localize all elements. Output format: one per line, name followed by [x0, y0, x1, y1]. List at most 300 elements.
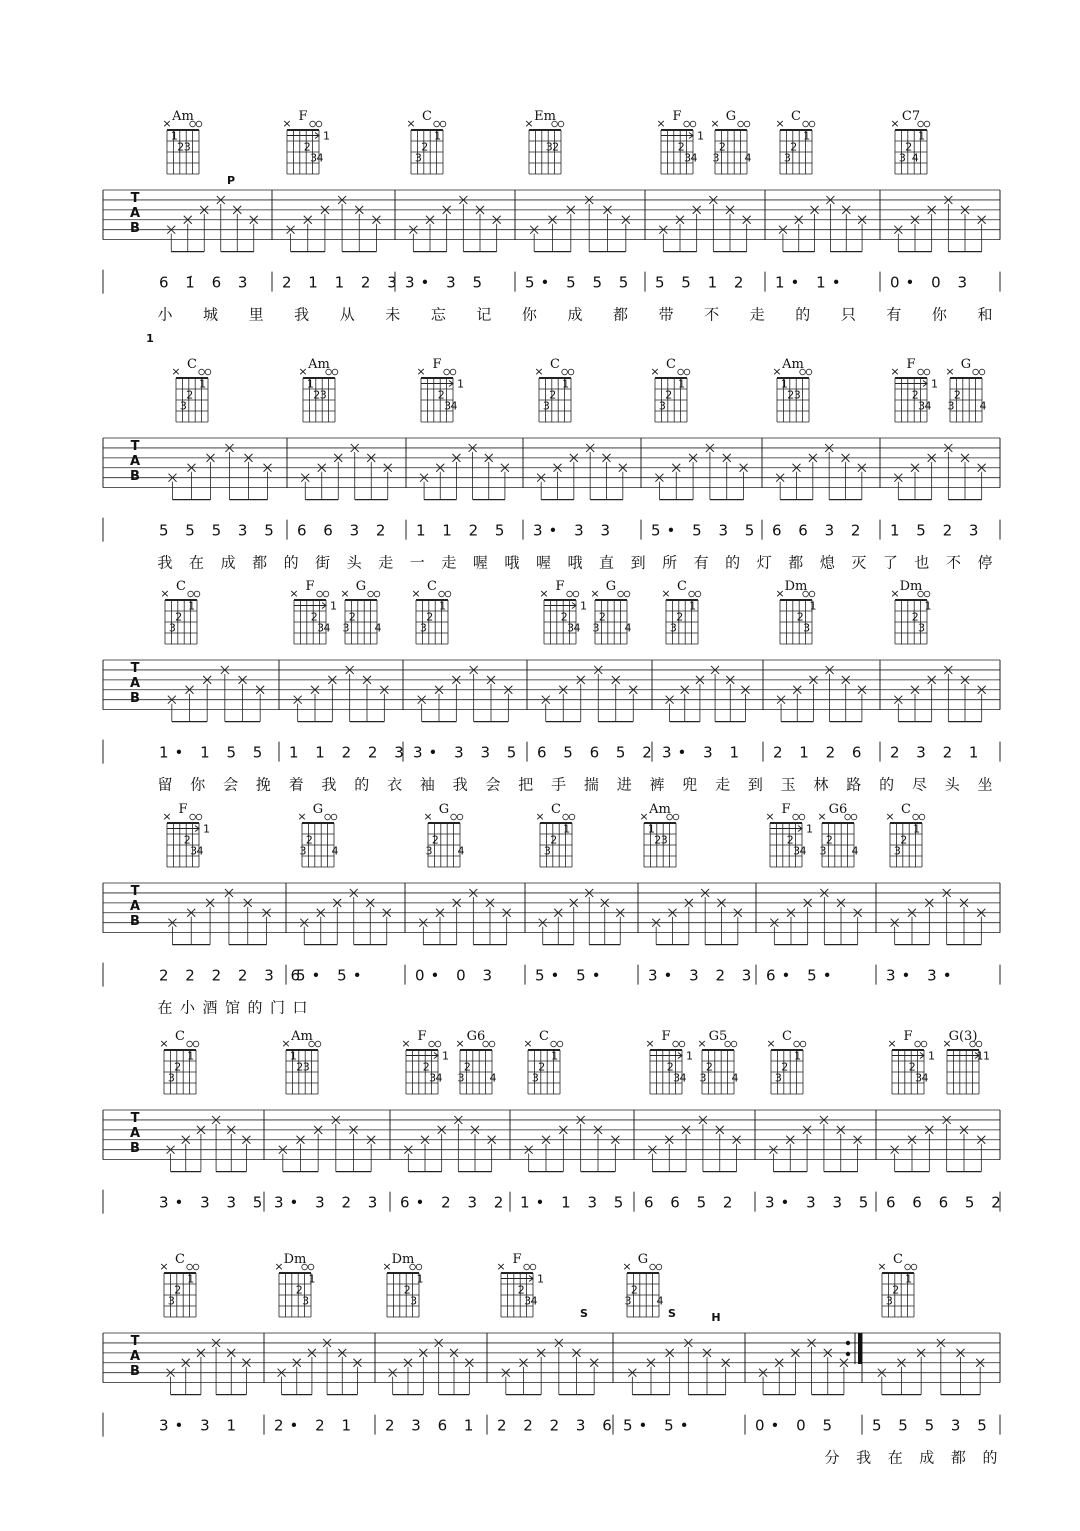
lyric-char: 成: [567, 305, 583, 324]
finger-label: 3: [543, 844, 551, 858]
numbered-measure: 5 5 1 2: [655, 273, 750, 292]
tab-letter: A: [129, 206, 141, 221]
lyric-char: 到: [747, 775, 763, 794]
tab-letter: B: [130, 691, 140, 706]
chord-name: F: [781, 802, 791, 817]
lyric-char: 坐: [977, 775, 993, 794]
finger-label: 2: [174, 1283, 182, 1297]
lyric-char: 一: [409, 553, 425, 572]
numbered-measure: 6 6 3 2: [772, 521, 867, 540]
finger-label: 2: [517, 1283, 525, 1297]
chord-diagram-c: [159, 1252, 198, 1317]
chord-diagram-g: [622, 1252, 663, 1317]
finger-label: 3: [457, 1071, 465, 1085]
mute-marker: ×: [775, 587, 785, 600]
lyric-char: 我: [856, 1448, 872, 1467]
mute-marker: ×: [171, 365, 181, 378]
chord-name: G: [605, 579, 617, 594]
chord-name: Dm: [899, 579, 923, 594]
finger-label: 1: [323, 129, 330, 143]
mute-marker: ×: [650, 365, 660, 378]
chord-name: G6: [828, 802, 848, 817]
finger-label: 4: [435, 1071, 443, 1085]
numbered-measure: 1 1 2 2 3: [289, 743, 410, 762]
technique-mark: H: [711, 1311, 721, 1324]
numbered-measure: 6• 2 3 2: [400, 1193, 510, 1212]
finger-label: 4: [799, 844, 807, 858]
finger-label: 1: [803, 129, 811, 143]
lyric-char: 都: [252, 553, 268, 572]
finger-label: 1: [689, 599, 697, 613]
chord-diagram-f: [401, 1029, 449, 1094]
chord-diagram-f: [539, 579, 587, 644]
lyric-char: 也: [914, 553, 930, 572]
lyric-char: 我: [294, 305, 310, 324]
finger-label: 2: [665, 388, 673, 402]
mute-marker: ×: [534, 365, 544, 378]
mute-marker: ×: [162, 117, 172, 130]
finger-label: 1: [442, 1049, 449, 1063]
mute-marker: ×: [289, 587, 299, 600]
mute-marker: ×: [765, 810, 775, 823]
chord-name: G: [438, 802, 450, 817]
finger-label: 2: [796, 610, 804, 624]
numbered-measure: 3• 3 1: [159, 1416, 243, 1435]
numbered-measure: 5• 5•: [623, 1416, 695, 1435]
finger-label: 3: [302, 1060, 310, 1074]
finger-label: 3: [302, 1294, 310, 1308]
tab-system-4: [103, 883, 1000, 1017]
finger-label: 3: [190, 844, 198, 858]
lyric-char: 有: [693, 553, 709, 572]
lyric-char: 了: [882, 553, 898, 572]
lyric-char: 城: [203, 305, 219, 324]
chord-diagram-g: [590, 579, 631, 644]
lyric-char: 小: [179, 998, 196, 1017]
chord-diagram-f: [416, 357, 464, 422]
finger-label: 2: [186, 388, 194, 402]
chord-name: C7: [901, 109, 921, 124]
lyric-char: 你: [190, 775, 206, 794]
lyric-char: 成: [919, 1448, 935, 1467]
lyric-char: 的: [247, 998, 263, 1017]
finger-label: 4: [331, 844, 339, 858]
numbered-measure: 5 5 5 3 5: [159, 521, 280, 540]
chord-name: Em: [534, 109, 556, 124]
finger-label: 3: [819, 844, 827, 858]
numbered-measure: 1• 1•: [775, 273, 847, 292]
finger-label: 3: [793, 388, 801, 402]
chord-name: Am: [782, 357, 804, 372]
chord-name: Am: [172, 109, 194, 124]
chord-name: G5: [708, 1029, 728, 1044]
lyric-char: 的: [795, 305, 811, 324]
technique-mark: P: [226, 174, 236, 187]
mute-marker: ×: [162, 810, 172, 823]
numbered-measure: 6 6 5 2: [644, 1193, 739, 1212]
chord-diagram-c: [535, 802, 574, 867]
finger-label: 2: [175, 610, 183, 624]
finger-label: 1: [806, 822, 813, 836]
mute-marker: ×: [817, 810, 827, 823]
mute-marker: ×: [661, 587, 671, 600]
lyric-char: 会: [485, 775, 501, 794]
chord-name: F: [305, 579, 315, 594]
numbered-measure: 5• 5•: [296, 966, 368, 985]
finger-label: 2: [786, 833, 794, 847]
lyric-char: 进: [616, 775, 632, 794]
lyric-char: 喔: [472, 553, 488, 572]
lyric-char: 我: [321, 775, 337, 794]
finger-label: 2: [348, 610, 356, 624]
numbered-measure: 5• 5 3 5: [651, 521, 761, 540]
numbered-measure: 3• 3 2 3: [274, 1193, 384, 1212]
lyric-char: 喔: [535, 553, 551, 572]
chord-diagram-c: [406, 109, 445, 174]
finger-label: 3: [918, 399, 926, 413]
lyric-char: 你: [931, 305, 947, 324]
lyric-char: 不: [704, 305, 720, 324]
finger-label: 3: [699, 1071, 707, 1085]
chord-name: C: [550, 357, 560, 372]
technique-mark: 1: [146, 332, 154, 345]
finger-label: 3: [918, 621, 926, 635]
finger-label: 3: [712, 151, 720, 165]
finger-label: 1: [434, 129, 442, 143]
lyric-char: 里: [248, 305, 264, 324]
lyric-char: 酒: [202, 998, 218, 1017]
finger-label: 1: [686, 1049, 693, 1063]
lyric-char: 从: [339, 305, 355, 324]
finger-label: 4: [489, 1071, 497, 1085]
finger-label: 1: [780, 377, 788, 391]
numbered-measure: 6 5 6 5 2: [537, 743, 658, 762]
finger-label: 4: [679, 1071, 687, 1085]
technique-mark: S: [580, 1307, 588, 1320]
finger-label: 2: [552, 140, 560, 154]
lyric-char: 的: [725, 553, 741, 572]
finger-label: 3: [783, 151, 791, 165]
finger-label: 3: [410, 1294, 418, 1308]
finger-label: 3: [167, 1071, 175, 1085]
chord-diagram-g: [297, 802, 338, 867]
numbered-measure: 1 5 2 3: [890, 521, 985, 540]
chord-name: F: [417, 1029, 427, 1044]
lyric-char: 分: [824, 1448, 840, 1467]
finger-label: 4: [196, 844, 204, 858]
lyric-char: 在: [189, 553, 205, 572]
chord-name: C: [175, 1252, 185, 1267]
lyric-char: 留: [157, 775, 173, 794]
chord-diagram-dm: [274, 1252, 315, 1317]
finger-label: 1: [203, 822, 210, 836]
lyric-char: 小: [157, 305, 173, 324]
finger-label: 1: [170, 129, 178, 143]
technique-mark: S: [668, 1307, 676, 1320]
chord-diagram-am: [298, 357, 337, 422]
finger-label: 3: [429, 1071, 437, 1085]
mute-marker: ×: [298, 365, 308, 378]
chord-name: F: [555, 579, 565, 594]
finger-label: 1: [187, 1049, 195, 1063]
finger-label: 2: [908, 1060, 916, 1074]
lyric-char: 有: [886, 305, 902, 324]
finger-label: 1: [562, 377, 570, 391]
finger-label: 3: [183, 140, 191, 154]
mute-marker: ×: [401, 1037, 411, 1050]
finger-label: 2: [295, 1283, 303, 1297]
finger-label: 1: [983, 1049, 990, 1063]
finger-label: 4: [921, 1071, 929, 1085]
numbered-measure: 6 6 6 5 2: [886, 1193, 1007, 1212]
finger-label: 3: [915, 1071, 923, 1085]
lyric-char: 挽: [255, 775, 271, 794]
finger-label: 2: [426, 610, 434, 624]
numbered-measure: 6 6 3 2: [297, 521, 392, 540]
finger-label: 1: [289, 1049, 297, 1063]
mute-marker: ×: [710, 117, 720, 130]
lyric-char: 都: [613, 305, 629, 324]
mute-marker: ×: [423, 810, 433, 823]
finger-label: 4: [323, 621, 331, 635]
finger-label: 3: [624, 1294, 632, 1308]
chord-diagram-f: [282, 109, 330, 174]
tab-letter: A: [129, 676, 141, 691]
mute-marker: ×: [697, 1037, 707, 1050]
finger-label: 4: [911, 151, 919, 165]
finger-label: 1: [199, 377, 207, 391]
chord-diagram-c: [171, 357, 210, 422]
finger-label: 2: [174, 1060, 182, 1074]
numbered-measure: 0• 0 5: [755, 1416, 839, 1435]
lyric-char: 成: [220, 553, 236, 572]
tab-system-3: [103, 660, 1000, 794]
finger-label: 3: [885, 1294, 893, 1308]
lyric-char: 口: [292, 998, 308, 1017]
lyric-char: 会: [223, 775, 239, 794]
finger-label: 2: [303, 140, 311, 154]
lyric-char: 都: [950, 1448, 966, 1467]
chord-diagram-c: [766, 1029, 805, 1094]
mute-marker: ×: [622, 1260, 632, 1273]
lyric-char: 熄: [819, 553, 835, 572]
finger-label: 2: [676, 610, 684, 624]
tab-letter: T: [130, 661, 140, 676]
finger-label: 2: [666, 1060, 674, 1074]
chord-name: Am: [308, 357, 330, 372]
numbered-measure: 3• 3 3 5: [413, 743, 523, 762]
chord-name: G: [637, 1252, 649, 1267]
chord-diagram-em: [524, 109, 563, 174]
numbered-measure: 5• 5 5 5: [525, 273, 635, 292]
lyric-char: 街: [315, 553, 331, 572]
finger-label: 1: [647, 822, 655, 836]
lyric-char: 你: [521, 305, 537, 324]
finger-label: 2: [911, 388, 919, 402]
chord-name: C: [551, 802, 561, 817]
lyric-char: 带: [658, 305, 674, 324]
finger-label: 2: [431, 833, 439, 847]
tab-system-1: [103, 174, 1000, 324]
numbered-measure: 2 3 6 1: [385, 1416, 480, 1435]
finger-label: 3: [793, 844, 801, 858]
lyric-char: 哦: [504, 553, 520, 572]
finger-label: 1: [809, 599, 817, 613]
finger-label: 4: [450, 399, 458, 413]
finger-label: 2: [403, 1283, 411, 1297]
finger-label: 2: [463, 1060, 471, 1074]
numbered-measure: 1 1 2 5: [416, 521, 511, 540]
tab-letter: T: [130, 1334, 140, 1349]
chord-diagram-c: [411, 579, 450, 644]
numbered-measure: 2 2 2 3 6: [497, 1416, 618, 1435]
numbered-measure: 0• 0 3: [890, 273, 974, 292]
chord-name: F: [672, 109, 682, 124]
chord-name: C: [782, 1029, 792, 1044]
mute-marker: ×: [775, 117, 785, 130]
lyric-char: 哦: [567, 553, 583, 572]
chord-name: C: [539, 1029, 549, 1044]
finger-label: 1: [537, 1272, 544, 1286]
chord-diagram-f: [645, 1029, 693, 1094]
finger-label: 2: [911, 610, 919, 624]
chord-name: C: [187, 357, 197, 372]
finger-label: 4: [979, 399, 987, 413]
lyric-char: 走: [715, 775, 731, 794]
lyric-char: 玉: [780, 775, 796, 794]
finger-label: 3: [419, 621, 427, 635]
chord-diagram-dm: [890, 579, 931, 644]
tab-letter: A: [129, 454, 141, 469]
mute-marker: ×: [539, 587, 549, 600]
finger-label: 1: [439, 599, 447, 613]
finger-label: 1: [678, 377, 686, 391]
mute-marker: ×: [887, 1037, 897, 1050]
chord-name: F: [661, 1029, 671, 1044]
numbered-measure: 2 1 1 2 3: [282, 273, 403, 292]
tab-system-6: [103, 1307, 1000, 1467]
finger-label: 1: [976, 1049, 984, 1063]
mute-marker: ×: [282, 117, 292, 130]
finger-label: 1: [580, 599, 587, 613]
repeat-dot: [846, 1341, 850, 1345]
mute-marker: ×: [297, 810, 307, 823]
finger-label: 3: [660, 833, 668, 847]
chord-diagram-g6: [817, 802, 858, 867]
finger-label: 3: [567, 621, 575, 635]
chord-diagram-f: [289, 579, 337, 644]
chord-diagram-c: [160, 579, 199, 644]
lyric-char: 我: [452, 775, 468, 794]
mute-marker: ×: [496, 1260, 506, 1273]
chord-name: C: [176, 579, 186, 594]
finger-label: 2: [825, 833, 833, 847]
chord-name: G: [312, 802, 324, 817]
tab-letter: T: [130, 884, 140, 899]
lyric-char: 着: [288, 775, 304, 794]
finger-label: 2: [787, 388, 795, 402]
lyric-char: 走: [378, 553, 394, 572]
chord-diagram-f: [496, 1252, 544, 1317]
finger-label: 2: [900, 833, 908, 847]
finger-label: 1: [330, 599, 337, 613]
chord-diagram-f: [162, 802, 210, 867]
mute-marker: ×: [656, 117, 666, 130]
lyric-char: 的: [982, 1448, 998, 1467]
lyric-char: 到: [630, 553, 646, 572]
tab-letter: B: [130, 1141, 140, 1156]
chord-name: C: [427, 579, 437, 594]
numbered-measure: 2 3 2 1: [890, 743, 985, 762]
lyric-char: 只: [840, 305, 856, 324]
finger-label: 1: [563, 822, 571, 836]
finger-label: 4: [530, 1294, 538, 1308]
finger-label: 3: [167, 1294, 175, 1308]
numbered-measure: 3• 3 5: [405, 273, 489, 292]
lyric-char: 头: [944, 775, 960, 794]
finger-label: 2: [790, 140, 798, 154]
lyric-char: 手: [551, 775, 567, 794]
lyric-char: 直: [599, 553, 615, 572]
chord-name: F: [512, 1252, 522, 1267]
finger-label: 4: [624, 621, 632, 635]
finger-label: 2: [654, 833, 662, 847]
chord-diagram-c: [523, 1029, 562, 1094]
chord-name: G6: [466, 1029, 486, 1044]
mute-marker: ×: [411, 587, 421, 600]
chord-diagram-f: [890, 357, 938, 422]
lyric-char: 走: [441, 553, 457, 572]
chord-diagram-c: [877, 1252, 916, 1317]
chord-diagram-c7: [890, 109, 929, 174]
finger-label: 2: [313, 388, 321, 402]
finger-label: 2: [437, 388, 445, 402]
finger-label: 2: [781, 1060, 789, 1074]
finger-label: 3: [898, 151, 906, 165]
chord-diagram-am: [772, 357, 811, 422]
finger-label: 2: [630, 1283, 638, 1297]
mute-marker: ×: [535, 810, 545, 823]
mute-marker: ×: [274, 1260, 284, 1273]
mute-marker: ×: [890, 117, 900, 130]
mute-marker: ×: [416, 365, 426, 378]
finger-label: 1: [924, 599, 932, 613]
finger-label: 4: [690, 151, 698, 165]
mute-marker: ×: [890, 587, 900, 600]
mute-marker: ×: [885, 810, 895, 823]
chord-name: Am: [291, 1029, 313, 1044]
numbered-measure: 1• 1 5 5: [159, 743, 269, 762]
finger-label: 2: [183, 833, 191, 847]
finger-label: 4: [656, 1294, 664, 1308]
finger-label: 2: [549, 388, 557, 402]
chord-diagram-g: [423, 802, 464, 867]
numbered-measure: 3• 3•: [886, 966, 958, 985]
chord-name: F: [906, 357, 916, 372]
finger-label: 1: [308, 1272, 316, 1286]
chord-name: F: [178, 802, 188, 817]
tab-letter: A: [129, 1126, 141, 1141]
chord-name: C: [666, 357, 676, 372]
finger-label: 1: [905, 1272, 913, 1286]
finger-label: 2: [892, 1283, 900, 1297]
chord-diagram-f: [887, 1029, 935, 1094]
finger-label: 1: [931, 377, 938, 391]
finger-label: 1: [551, 1049, 559, 1063]
tab-letter: B: [130, 221, 140, 236]
lyric-char: 袖: [419, 775, 435, 794]
lyric-char: 的: [283, 553, 299, 572]
